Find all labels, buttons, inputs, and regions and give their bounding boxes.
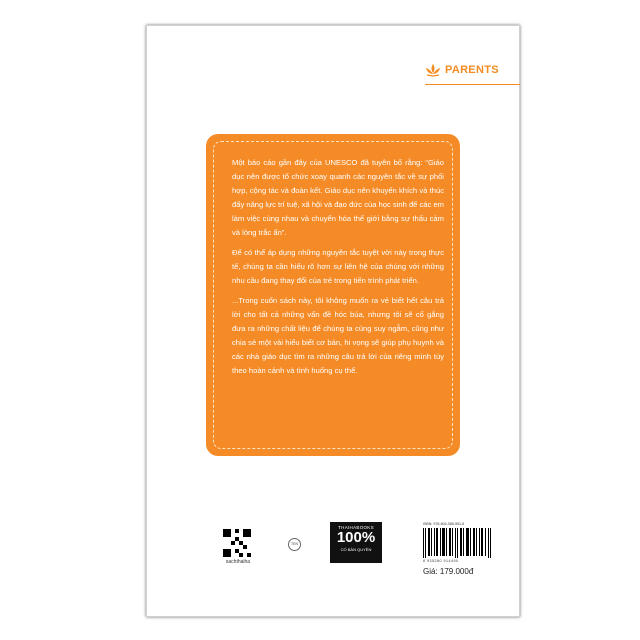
blurb-paragraph: Một báo cáo gần đây của UNESCO đã tuyên bố rằng: “Giáo dục nên được tổ chức xoay quanh các nguyên tắc về sự phối hợp, cộng tác và đoàn kết. Giáo dục nên khuyến khích và thúc đẩy năng lực trí tuệ, xã hội và đạo đức của học sinh để các em làm việc cùng nhau và chuyển hóa thế giới bằng sự thấu cảm và lòng trắc ẩn”.: [232, 158, 444, 237]
qr-caption: sachthaiha: [225, 559, 251, 565]
isbn-text: ISBN: 978-604-385-951-5: [423, 522, 465, 526]
badge-brand: THAIHABOOKS: [338, 525, 374, 530]
blurb-paragraph: ...Trong cuốn sách này, tôi không muốn ra vẻ biết hết câu trả lời cho tất cả những vấn đề hóc búa, nhưng tôi sẽ cố gắng đưa ra những chất liệu để chúng ta cùng suy ngẫm, cũng như chia sẻ một vài hiểu biết cơ bản, hi vọng sẽ giúp phụ huynh và các nhà giáo dục tìm ra những câu trả lời của riêng mình tùy theo hoàn cảnh và tình huống cụ thể.: [232, 296, 444, 375]
copyright-badge: [330, 522, 382, 563]
badge-number: 100%: [336, 529, 376, 546]
blurb-text: [232, 156, 444, 384]
parents-brand: [425, 63, 499, 77]
qr-code-icon: [223, 529, 251, 557]
brand-label: PARENTS: [445, 64, 499, 76]
publisher-seal: TEN: [288, 538, 301, 551]
brand-divider: [425, 84, 520, 85]
blurb-paragraph: Để có thể áp dụng những nguyên tắc tuyệt vời này trong thực tế, chúng ta cần hiểu rõ hơn sự liên hệ của chúng với những nhu cầu đang thay đổi của trẻ trong tiến trình phát triển.: [232, 248, 444, 285]
blurb-panel: [206, 134, 460, 456]
price-label: Giá: 179.000đ: [423, 567, 474, 576]
badge-subtitle: CÓ BẢN QUYỀN: [340, 547, 372, 552]
barcode-icon: [423, 528, 493, 558]
lotus-book-icon: [425, 63, 441, 77]
barcode-number: 8 935280 914490: [423, 559, 459, 563]
isbn-block: [423, 522, 505, 563]
